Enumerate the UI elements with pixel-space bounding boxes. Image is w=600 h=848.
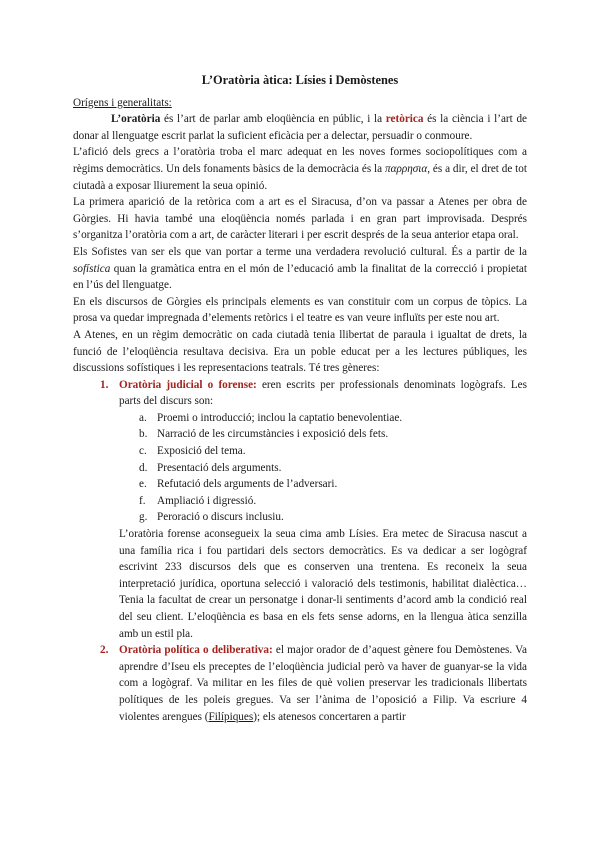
paragraph-oratoria-definition: L’oratòria és l’art de parlar amb eloqüència en públic, i la retòrica és la ciència i l’art de donar al llenguatge escrit parlat la suficient eficàcia per a delectar, persuadir o conmoure. bbox=[73, 113, 528, 142]
genre-judicial-label: Oratòria judicial o forense: bbox=[119, 378, 257, 391]
genre-politica: 2. Oratòria política o deliberativa: el major orador de d’aquest gènere fou Demòstenes. Va aprendre d’Iseu els preceptes de l’eloqüència judicial però va haver de guanyar-se la vida com a logògraf. Va militar en les files de què volien preservar les tradicionals llibertats polítiques de les poleis gregues. Va ser l’ànima de l’oposició a Filip. Va escriure 4 violentes arengues (Filípiques); els atenesos concertaren a partir bbox=[100, 644, 527, 723]
greek-term: παρρησια bbox=[385, 162, 428, 175]
document-page bbox=[73, 72, 527, 725]
paragraph-sofistes: Els Sofistes van ser els que van portar a terme una verdadera revolució cultural. És a partir de la sofística quan la gramàtica entra en el món de l’educació amb la finalitat de la correcció i propietat en l’ús del llenguatge. bbox=[73, 245, 527, 292]
genre-politica-label: Oratòria política o deliberativa: bbox=[119, 644, 273, 657]
term-oratoria: L’oratòria bbox=[111, 113, 161, 126]
list-item: f. Ampliació i digressió. bbox=[139, 494, 257, 507]
discourse-parts-list bbox=[119, 410, 527, 526]
genre-judicial: 1. Oratòria judicial o forense: eren escrits per professionals denominats logògrafs. Les parts del discurs son: a. Proemi o introducció; inclou la captatio benevolentiae. b. Narració de les circumstàncies i exposició dels fets. c. Exposició del tema. d. Presentació dels arguments. e. Refutació dels arguments de l’adversari. f. Ampliació i digressió. g. Peroració o discurs inclusiu. L’oratòria forense aconsegueix la seua cima amb Lísies. Era metec de Siracusa nascut a una família rica i fou partidari dels sectors democràtics. Es va dedicar a ser logògraf escrivint 233 discursos dels que es conserven una trentena. Es reconeix la seua interpretació jurídica, oportuna selecció i valoració dels testimonis, habilitat dialèctica… Tenia la facultat de crear un personatge i donar-li sentiments d’acord amb la condició real del seu client. L’eloqüència es basa en els fets sense adorns, en la llengua àtica senzilla amb un estil pla. bbox=[119, 377, 527, 643]
section-heading: Orígens i generalitats: bbox=[73, 96, 172, 109]
genre-number: 1. bbox=[100, 378, 109, 391]
genre-number: 2. bbox=[100, 644, 109, 657]
document-title: L’Oratòria àtica: Lísies i Demòstenes bbox=[201, 73, 399, 87]
paragraph-democracy: L’afició dels grecs a l’oratòria troba el marc adequat en les noves formes sociopolítiques com a règims democràtics. Un dels fonaments bàsics de la democràcia és la παρρησια, és a dir, el dret de tot ciutadà a exposar lliurement la seua opinió. bbox=[73, 146, 527, 192]
paragraph-atenes: A Atenes, en un règim democràtic on cada ciutadà tenia llibertat de paraula i igualtat de drets, la funció de l’eloqüència resultava decisiva. Era un poble educat per a les lectures públiques, les discussions sofístiques i les representacions teatrals. Té tres gèneres: bbox=[73, 328, 527, 375]
list-item: c. Exposició del tema. bbox=[139, 445, 246, 458]
term-sofistica: sofística bbox=[73, 262, 111, 275]
term-retorica: retòrica bbox=[385, 113, 424, 126]
list-item: g. Peroració o discurs inclusiu. bbox=[139, 511, 284, 524]
list-item: d. Presentació dels arguments. bbox=[139, 461, 282, 474]
paragraph-siracusa: La primera aparició de la retòrica com a art es el Siracusa, d’on va passar a Atenes per obra de Gòrgies. Hi havia també una eloqüència només parlada i en gran part improvisada. Després s’organitza l’oratòria com a art, de caràcter literari i per escrit després de la seua anterior etapa oral. bbox=[73, 196, 527, 242]
paragraph-lisies: L’oratòria forense aconsegueix la seua cima amb Lísies. Era metec de Siracusa nascut a una família rica i fou partidari dels sectors democràtics. Es va dedicar a ser logògraf escrivint 233 discursos dels que es conserven una trentena. Es reconeix la seua interpretació jurídica, oportuna selecció i valoració dels testimonis, habilitat dialèctica… Tenia la facultat de crear un personatge i donar-li sentiments d’acord amb la condició real del seu client. L’eloqüència es basa en els fets sense adorns, en la llengua àtica senzilla amb un estil pla. bbox=[119, 528, 527, 640]
list-item: a. Proemi o introducció; inclou la captatio benevolentiae. bbox=[139, 411, 403, 424]
term-filipiques: Filípiques bbox=[208, 710, 254, 723]
list-item: e. Refutació dels arguments de l’adversari. bbox=[139, 478, 338, 491]
paragraph-gorgies: En els discursos de Gòrgies els principals elements es van constituir com un corpus de tòpics. La prosa va quedar impregnada d’elements retòrics i el teatre es van veure influïts per este nou art. bbox=[73, 295, 527, 325]
list-item: b. Narració de les circumstàncies i exposició dels fets. bbox=[139, 428, 389, 441]
genres-list bbox=[73, 377, 527, 725]
